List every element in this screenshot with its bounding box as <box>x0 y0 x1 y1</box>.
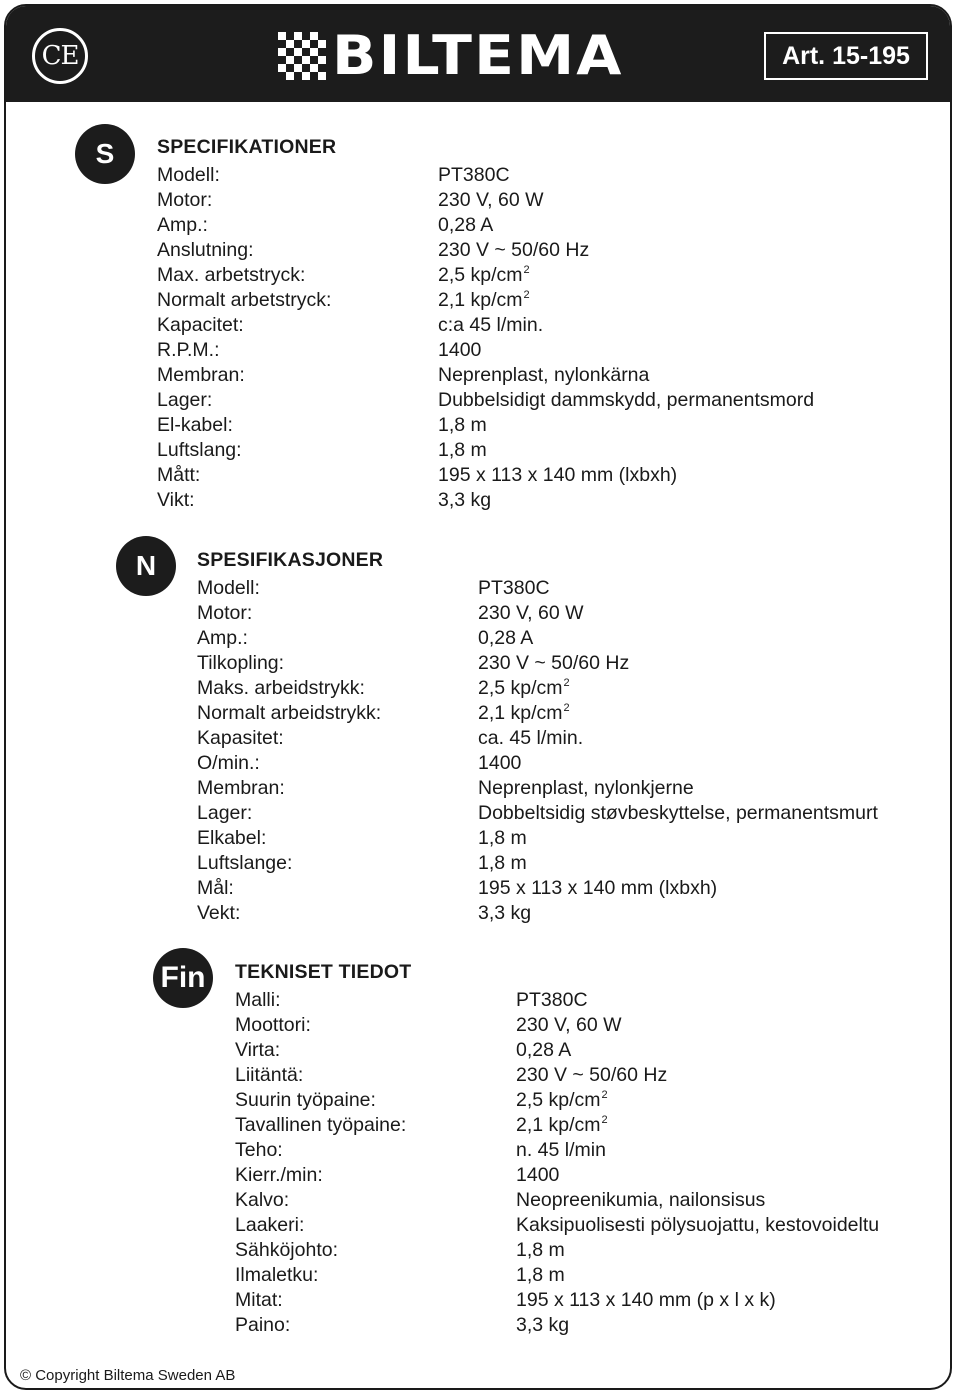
spec-value-text: PT380C <box>478 577 550 599</box>
checker-cell <box>286 64 294 72</box>
spec-value <box>438 163 510 188</box>
spec-value <box>438 363 649 388</box>
spec-row <box>197 851 527 876</box>
spec-value-text: 2,1 kp/cm <box>516 1114 601 1136</box>
spec-value-text: n. 45 l/min <box>516 1139 606 1161</box>
spec-row <box>157 438 487 463</box>
unit-superscript: 2 <box>563 677 570 689</box>
spec-row <box>235 1038 572 1063</box>
spec-label: Tilkopling: <box>197 652 285 674</box>
spec-value-text: 1,8 m <box>478 852 527 874</box>
spec-value-text: 0,28 A <box>438 214 494 236</box>
unit-superscript: 2 <box>563 702 570 714</box>
spec-label: Max. arbetstryck: <box>157 264 306 286</box>
checker-cell <box>302 48 310 56</box>
unit-superscript: 2 <box>523 289 530 301</box>
spec-value-text: 230 V ~ 50/60 Hz <box>438 239 590 261</box>
spec-value <box>478 626 533 651</box>
spec-value <box>438 238 589 263</box>
spec-value <box>516 1138 606 1163</box>
spec-row <box>235 1138 606 1163</box>
checker-cell <box>310 40 318 48</box>
spec-label: Motor: <box>157 189 213 211</box>
spec-row <box>157 363 650 388</box>
spec-label: Membran: <box>197 777 285 799</box>
spec-row <box>235 1238 565 1263</box>
language-badge-s: S <box>75 124 135 184</box>
checker-cell <box>286 48 294 56</box>
spec-value <box>516 1088 608 1113</box>
spec-label: Vekt: <box>197 902 241 924</box>
checker-cell <box>278 40 286 48</box>
spec-value-text: 2,1 kp/cm <box>438 289 523 311</box>
checker-cell <box>310 64 318 72</box>
spec-row <box>157 313 544 338</box>
checker-cell <box>294 72 302 80</box>
spec-row <box>235 1013 622 1038</box>
checker-cell <box>294 56 302 64</box>
spec-label: El-kabel: <box>157 414 233 436</box>
spec-row <box>157 463 678 488</box>
checker-cell <box>294 32 302 40</box>
spec-value <box>478 701 570 726</box>
spec-row <box>197 901 532 926</box>
spec-section-swedish <box>157 131 815 513</box>
spec-row <box>197 601 584 626</box>
spec-label: Ilmaletku: <box>235 1264 319 1286</box>
spec-row <box>157 188 544 213</box>
spec-value-text: 1400 <box>438 339 482 361</box>
spec-value-text: Dubbelsidigt dammskydd, permanentsmord <box>438 389 815 411</box>
spec-label: Maks. arbeidstrykk: <box>197 677 365 699</box>
spec-value <box>438 388 814 413</box>
section-title: TEKNISET TIEDOT <box>235 961 412 983</box>
unit-superscript: 2 <box>601 1114 608 1126</box>
spec-value <box>516 1038 571 1063</box>
spec-label: R.P.M.: <box>157 339 220 361</box>
spec-value <box>438 413 487 438</box>
spec-value-text: 2,5 kp/cm <box>516 1089 601 1111</box>
spec-value-text: 1,8 m <box>478 827 527 849</box>
spec-value <box>478 826 527 851</box>
spec-label: Anslutning: <box>157 239 254 261</box>
unit-superscript: 2 <box>601 1089 608 1101</box>
spec-value <box>478 751 521 776</box>
spec-value <box>438 288 530 313</box>
spec-row <box>157 413 487 438</box>
checker-cell <box>294 40 302 48</box>
spec-label: Mål: <box>197 877 234 899</box>
checker-cell <box>318 32 326 40</box>
spec-value-text: 1,8 m <box>438 414 487 436</box>
spec-value-text: 195 x 113 x 140 mm (lxbxh) <box>478 877 718 899</box>
spec-label: Kierr./min: <box>235 1164 323 1186</box>
checker-cell <box>310 56 318 64</box>
copyright-notice: © Copyright Biltema Sweden AB <box>20 1367 236 1384</box>
spec-row <box>157 213 494 238</box>
checker-cell <box>278 64 286 72</box>
spec-row <box>197 876 718 901</box>
spec-value-text: 230 V ~ 50/60 Hz <box>478 652 630 674</box>
spec-value-text: 3,3 kg <box>438 489 492 511</box>
checker-cell <box>318 48 326 56</box>
checker-cell <box>310 72 318 80</box>
checker-cell <box>286 56 294 64</box>
spec-label: Vikt: <box>157 489 195 511</box>
spec-value-text: 1400 <box>478 752 522 774</box>
spec-row <box>197 726 584 751</box>
spec-row <box>157 163 510 188</box>
spec-label: Kapasitet: <box>197 727 284 749</box>
spec-row <box>157 488 492 513</box>
spec-value-text: 1400 <box>516 1164 560 1186</box>
checker-cell <box>294 48 302 56</box>
spec-value-text: PT380C <box>516 989 588 1011</box>
spec-value <box>478 876 717 901</box>
spec-value-text: 195 x 113 x 140 mm (lxbxh) <box>438 464 678 486</box>
spec-value <box>516 1063 667 1088</box>
spec-label: Malli: <box>235 989 281 1011</box>
spec-value-text: 3,3 kg <box>516 1314 570 1336</box>
spec-value <box>478 676 570 701</box>
checker-cell <box>286 72 294 80</box>
spec-section-norwegian <box>197 544 878 926</box>
spec-row <box>235 1313 570 1338</box>
ce-mark-icon: CE <box>32 28 88 84</box>
spec-value <box>516 1288 776 1313</box>
spec-value-text: 2,5 kp/cm <box>478 677 563 699</box>
spec-value-text: 195 x 113 x 140 mm (p x l x k) <box>516 1289 776 1311</box>
spec-label: Lager: <box>157 389 213 411</box>
unit-superscript: 2 <box>523 264 530 276</box>
spec-label: Membran: <box>157 364 245 386</box>
header-bar <box>6 6 950 102</box>
spec-value <box>478 651 629 676</box>
checker-cell <box>318 72 326 80</box>
spec-value-text: 3,3 kg <box>478 902 532 924</box>
spec-label: Sähköjohto: <box>235 1239 338 1261</box>
spec-value-text: 230 V, 60 W <box>438 189 544 211</box>
spec-row <box>157 238 590 263</box>
spec-value <box>438 263 530 288</box>
spec-value <box>516 1188 765 1213</box>
spec-row <box>235 1188 766 1213</box>
spec-value-text: ca. 45 l/min. <box>478 727 584 749</box>
checker-cell <box>318 56 326 64</box>
spec-value <box>516 1213 879 1238</box>
spec-value <box>438 313 543 338</box>
spec-row <box>197 751 522 776</box>
spec-label: Mått: <box>157 464 201 486</box>
spec-label: Modell: <box>197 577 260 599</box>
spec-row <box>235 1263 565 1288</box>
spec-value <box>438 463 677 488</box>
spec-value <box>516 1013 622 1038</box>
spec-label: O/min.: <box>197 752 260 774</box>
spec-value-text: 0,28 A <box>516 1039 572 1061</box>
spec-row <box>157 338 482 363</box>
checker-cell <box>278 48 286 56</box>
spec-label: Suurin työpaine: <box>235 1089 376 1111</box>
language-badge-fin: Fin <box>153 948 213 1008</box>
spec-value <box>478 851 527 876</box>
checker-cell <box>310 48 318 56</box>
spec-value <box>478 726 583 751</box>
spec-value <box>516 1163 559 1188</box>
checker-cell <box>294 64 302 72</box>
spec-value <box>438 338 481 363</box>
checker-cell <box>302 64 310 72</box>
spec-value <box>516 988 588 1013</box>
spec-row <box>235 1213 880 1238</box>
spec-value <box>478 901 531 926</box>
spec-label: Elkabel: <box>197 827 267 849</box>
section-title: SPECIFIKATIONER <box>157 136 337 158</box>
spec-value <box>438 213 493 238</box>
spec-value <box>478 576 550 601</box>
spec-value <box>478 801 878 826</box>
spec-row <box>235 1113 608 1138</box>
spec-row <box>235 1063 668 1088</box>
checker-cell <box>278 56 286 64</box>
spec-label: Normalt arbetstryck: <box>157 289 332 311</box>
brand-logo <box>278 24 624 87</box>
spec-value-text: 230 V, 60 W <box>478 602 584 624</box>
spec-row <box>197 776 694 801</box>
spec-row <box>197 701 570 726</box>
spec-label: Luftslang: <box>157 439 242 461</box>
spec-label: Teho: <box>235 1139 283 1161</box>
spec-value-text: 230 V, 60 W <box>516 1014 622 1036</box>
spec-label: Modell: <box>157 164 220 186</box>
spec-label: Luftslange: <box>197 852 293 874</box>
spec-label: Laakeri: <box>235 1214 305 1236</box>
checker-cell <box>302 40 310 48</box>
spec-row <box>235 1163 560 1188</box>
spec-value <box>516 1238 565 1263</box>
spec-value <box>516 1113 608 1138</box>
section-title: SPESIFIKASJONER <box>197 549 384 571</box>
spec-row <box>197 801 878 826</box>
spec-label: Amp.: <box>157 214 208 236</box>
spec-label: Lager: <box>197 802 253 824</box>
checker-cell <box>286 40 294 48</box>
spec-row <box>235 1288 776 1313</box>
spec-row <box>157 263 530 288</box>
spec-row <box>197 626 534 651</box>
spec-label: Moottori: <box>235 1014 311 1036</box>
language-badge-n: N <box>116 536 176 596</box>
checker-cell <box>286 32 294 40</box>
spec-row <box>157 288 530 313</box>
spec-value-text: Neopreenikumia, nailonsisus <box>516 1189 766 1211</box>
spec-section-finnish <box>235 956 880 1338</box>
spec-value <box>516 1313 569 1338</box>
checker-cell <box>318 64 326 72</box>
checker-cell <box>302 72 310 80</box>
spec-value <box>438 488 491 513</box>
spec-row <box>235 1088 608 1113</box>
spec-value <box>478 601 584 626</box>
spec-value-text: c:a 45 l/min. <box>438 314 544 336</box>
checker-cell <box>278 72 286 80</box>
spec-row <box>197 826 527 851</box>
checkered-flag-icon <box>278 32 326 80</box>
spec-value-text: Neprenplast, nylonkjerne <box>478 777 694 799</box>
spec-label: Liitäntä: <box>235 1064 304 1086</box>
spec-label: Mitat: <box>235 1289 283 1311</box>
spec-label: Kapacitet: <box>157 314 244 336</box>
spec-value <box>516 1263 565 1288</box>
spec-value-text: Kaksipuolisesti pölysuojattu, kestovoideltu <box>516 1214 880 1236</box>
spec-row <box>197 576 550 601</box>
spec-row <box>235 988 588 1013</box>
spec-label: Amp.: <box>197 627 248 649</box>
spec-value-text: Neprenplast, nylonkärna <box>438 364 650 386</box>
spec-value-text: 1,8 m <box>516 1239 565 1261</box>
spec-label: Motor: <box>197 602 253 624</box>
spec-label: Kalvo: <box>235 1189 290 1211</box>
article-number: Art. 15-195 <box>764 32 928 80</box>
checker-cell <box>302 32 310 40</box>
checker-cell <box>302 56 310 64</box>
checker-cell <box>310 32 318 40</box>
spec-value-text: 1,8 m <box>516 1264 565 1286</box>
spec-value-text: 2,1 kp/cm <box>478 702 563 724</box>
spec-label: Paino: <box>235 1314 291 1336</box>
spec-label: Virta: <box>235 1039 281 1061</box>
spec-value-text: 2,5 kp/cm <box>438 264 523 286</box>
spec-value <box>438 188 544 213</box>
spec-row <box>157 388 815 413</box>
spec-value-text: 230 V ~ 50/60 Hz <box>516 1064 668 1086</box>
checker-cell <box>318 40 326 48</box>
spec-value-text: 1,8 m <box>438 439 487 461</box>
checker-cell <box>278 32 286 40</box>
spec-value-text: Dobbeltsidig støvbeskyttelse, permanentsmurt <box>478 802 878 824</box>
spec-label: Normalt arbeidstrykk: <box>197 702 382 724</box>
spec-label: Tavallinen työpaine: <box>235 1114 407 1136</box>
spec-value <box>478 776 694 801</box>
spec-value-text: PT380C <box>438 164 510 186</box>
spec-row <box>197 676 570 701</box>
spec-value <box>438 438 487 463</box>
spec-row <box>197 651 630 676</box>
brand-wordmark: BILTEMA <box>332 24 624 87</box>
spec-value-text: 0,28 A <box>478 627 534 649</box>
